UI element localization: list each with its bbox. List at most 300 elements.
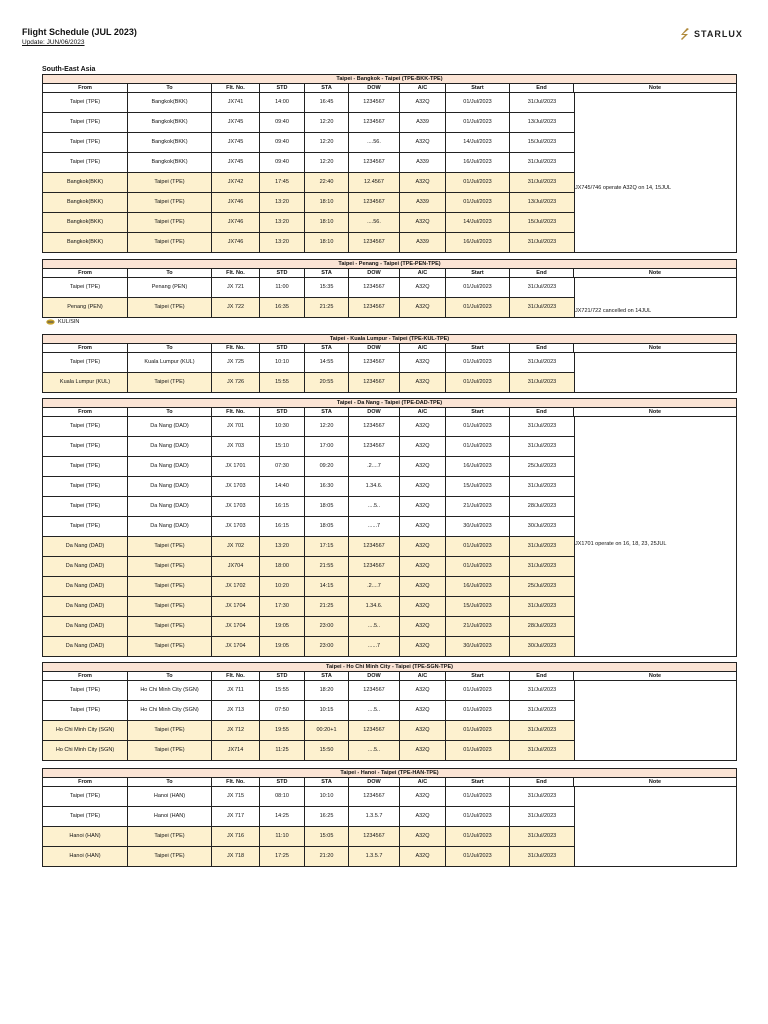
cell-to: Taipei (TPE): [128, 637, 212, 656]
cell-days-of-week: ....5..: [349, 701, 400, 720]
cell-arrival-time: 21:55: [305, 557, 349, 576]
cell-from: Taipei (TPE): [43, 681, 128, 700]
cell-arrival-time: 21:25: [305, 298, 349, 317]
column-header-days-of-week: DOW: [349, 408, 400, 416]
cell-flight-number: JX 721: [212, 278, 260, 297]
column-header-row: [43, 408, 736, 417]
column-header-to: To: [128, 269, 212, 277]
cell-start-date: 01/Jul/2023: [446, 437, 510, 456]
cell-departure-time: 11:00: [260, 278, 305, 297]
cell-end-date: 31/Jul/2023: [527, 423, 557, 429]
cell-from: Taipei (TPE): [43, 477, 128, 496]
cell-start-date: 01/Jul/2023: [446, 741, 510, 760]
column-header-note: Note: [574, 408, 736, 416]
cell-end-date: 31/Jul/2023: [527, 443, 557, 449]
cell-end-date: 25/Jul/2023: [527, 583, 557, 589]
cell-arrival-time: 23:00: [305, 617, 349, 636]
cell-flight-number: JX 725: [212, 353, 260, 372]
cell-aircraft: A32Q: [400, 173, 446, 192]
cell-end-date: 13/Jul/2023: [527, 119, 557, 125]
column-header-end-date: End: [510, 269, 574, 277]
cell-start-date: 01/Jul/2023: [446, 298, 510, 317]
cell-departure-time: 19:55: [260, 721, 305, 740]
flight-row: [43, 577, 574, 597]
cell-departure-time: 17:25: [260, 847, 305, 866]
column-header-from: From: [43, 778, 128, 786]
cell-days-of-week: 1234567: [349, 557, 400, 576]
flight-rows: [43, 417, 574, 657]
column-header-aircraft: A/C: [400, 84, 446, 92]
column-header-departure-time: STD: [260, 778, 305, 786]
cell-days-of-week: 1234567: [349, 298, 400, 317]
cell-flight-number: JX 1703: [212, 477, 260, 496]
column-header-flight-number: Flt. No.: [212, 269, 260, 277]
cell-end-date: 31/Jul/2023: [527, 603, 557, 609]
cell-start-date: 21/Jul/2023: [446, 497, 510, 516]
cell-departure-time: 10:30: [260, 417, 305, 436]
cell-start-date: 01/Jul/2023: [446, 721, 510, 740]
cell-arrival-time: 00:20+1: [305, 721, 349, 740]
cell-arrival-time: 10:15: [305, 701, 349, 720]
cell-to: Taipei (TPE): [128, 298, 212, 317]
cell-start-date: 01/Jul/2023: [446, 847, 510, 866]
cell-aircraft: A32Q: [400, 537, 446, 556]
cell-days-of-week: ....5..: [349, 617, 400, 636]
cell-flight-number: JX 1703: [212, 497, 260, 516]
cell-from: Taipei (TPE): [43, 113, 128, 132]
cell-end-date: 13/Jul/2023: [527, 199, 557, 205]
cell-start-date: 01/Jul/2023: [446, 537, 510, 556]
note-text: JX721/722 cancelled on 14JUL: [575, 308, 652, 314]
cell-arrival-time: 09:20: [305, 457, 349, 476]
column-header-row: [43, 269, 736, 278]
flight-row: [43, 373, 574, 393]
cell-to: Taipei (TPE): [128, 597, 212, 616]
section-title: Taipei - Bangkok - Taipei (TPE-BKK-TPE): [43, 75, 736, 84]
flight-row: [43, 847, 574, 867]
flight-rows: [43, 787, 574, 867]
column-header-start-date: Start: [446, 344, 510, 352]
column-header-row: [43, 672, 736, 681]
cell-to: Hanoi (HAN): [128, 787, 212, 806]
starlux-mark-icon: [680, 28, 690, 40]
cell-days-of-week: 1234567: [349, 537, 400, 556]
column-header-days-of-week: DOW: [349, 344, 400, 352]
cell-start-date: 21/Jul/2023: [446, 617, 510, 636]
flight-row: [43, 721, 574, 741]
cell-start-date: 01/Jul/2023: [446, 701, 510, 720]
cell-flight-number: JX 1704: [212, 597, 260, 616]
cell-arrival-time: 12:20: [305, 417, 349, 436]
flight-row: [43, 113, 574, 133]
cell-departure-time: 15:55: [260, 373, 305, 392]
cell-from: Da Nang (DAD): [43, 597, 128, 616]
cell-days-of-week: 1.3.5.7: [349, 847, 400, 866]
cell-end-date: 30/Jul/2023: [527, 643, 557, 649]
column-header-departure-time: STD: [260, 84, 305, 92]
cell-aircraft: A32Q: [400, 417, 446, 436]
column-header-flight-number: Flt. No.: [212, 408, 260, 416]
cell-to: Taipei (TPE): [128, 741, 212, 760]
cell-departure-time: 15:10: [260, 437, 305, 456]
cell-aircraft: A32Q: [400, 597, 446, 616]
column-header-row: [43, 84, 736, 93]
cell-to: Da Nang (DAD): [128, 517, 212, 536]
cell-flight-number: JX 1702: [212, 577, 260, 596]
cell-flight-number: JX 722: [212, 298, 260, 317]
cell-aircraft: A32Q: [400, 278, 446, 297]
cell-arrival-time: 15:35: [305, 278, 349, 297]
cell-start-date: 01/Jul/2023: [446, 557, 510, 576]
schedule-section: [42, 334, 737, 393]
cell-to: Da Nang (DAD): [128, 497, 212, 516]
cell-from: Taipei (TPE): [43, 807, 128, 826]
flight-rows: [43, 353, 574, 393]
cell-departure-time: 16:15: [260, 497, 305, 516]
cell-days-of-week: 1234567: [349, 233, 400, 252]
cell-departure-time: 11:10: [260, 827, 305, 846]
cell-to: Hanoi (HAN): [128, 807, 212, 826]
cell-flight-number: JX 713: [212, 701, 260, 720]
note-text: JX1701 operate on 16, 18, 23, 25JUL: [575, 541, 667, 547]
cell-days-of-week: 1234567: [349, 417, 400, 436]
cell-arrival-time: 22:40: [305, 173, 349, 192]
cell-days-of-week: 1234567: [349, 153, 400, 172]
cell-days-of-week: 1234567: [349, 278, 400, 297]
column-header-note: Note: [574, 344, 736, 352]
cell-from: Da Nang (DAD): [43, 617, 128, 636]
cell-aircraft: A32Q: [400, 557, 446, 576]
column-header-from: From: [43, 84, 128, 92]
cell-days-of-week: 1234567: [349, 113, 400, 132]
cell-aircraft: A32Q: [400, 93, 446, 112]
route-icon: [46, 319, 55, 325]
column-header-arrival-time: STA: [305, 344, 349, 352]
column-header-end-date: End: [510, 84, 574, 92]
column-header-arrival-time: STA: [305, 672, 349, 680]
note-text: JX745/746 operate A32Q on 14, 15JUL: [575, 185, 672, 191]
cell-flight-number: JX742: [212, 173, 260, 192]
column-header-note: Note: [574, 672, 736, 680]
cell-start-date: 16/Jul/2023: [446, 153, 510, 172]
cell-aircraft: A32Q: [400, 133, 446, 152]
cell-arrival-time: 16:45: [305, 93, 349, 112]
cell-aircraft: A32Q: [400, 373, 446, 392]
column-header-end-date: End: [510, 778, 574, 786]
cell-to: Taipei (TPE): [128, 721, 212, 740]
cell-departure-time: 18:00: [260, 557, 305, 576]
cell-end-date: 31/Jul/2023: [527, 833, 557, 839]
cell-flight-number: JX 703: [212, 437, 260, 456]
cell-from: Taipei (TPE): [43, 133, 128, 152]
section-body: [43, 93, 736, 253]
cell-to: Da Nang (DAD): [128, 477, 212, 496]
cell-from: Ho Chi Minh City (SGN): [43, 721, 128, 740]
cell-flight-number: JX741: [212, 93, 260, 112]
cell-departure-time: 09:40: [260, 153, 305, 172]
column-header-start-date: Start: [446, 84, 510, 92]
column-header-start-date: Start: [446, 269, 510, 277]
cell-departure-time: 07:30: [260, 457, 305, 476]
region-heading: South-East Asia: [42, 66, 96, 73]
cell-to: Kuala Lumpur (KUL): [128, 353, 212, 372]
flight-row: [43, 787, 574, 807]
column-header-days-of-week: DOW: [349, 778, 400, 786]
page-title: Flight Schedule (JUL 2023): [22, 27, 137, 37]
schedule-section: [42, 662, 737, 761]
cell-days-of-week: ....5..: [349, 497, 400, 516]
cell-flight-number: JX745: [212, 113, 260, 132]
cell-days-of-week: 1234567: [349, 437, 400, 456]
flight-row: [43, 597, 574, 617]
cell-arrival-time: 18:05: [305, 517, 349, 536]
flight-row: [43, 457, 574, 477]
section-title: Taipei - Da Nang - Taipei (TPE-DAD-TPE): [43, 399, 736, 408]
cell-flight-number: JX746: [212, 213, 260, 232]
column-header-note: Note: [574, 269, 736, 277]
kul-sin-label: [46, 319, 79, 325]
note-cell: [574, 278, 736, 318]
cell-aircraft: A32Q: [400, 353, 446, 372]
cell-start-date: 01/Jul/2023: [446, 93, 510, 112]
cell-flight-number: JX 1703: [212, 517, 260, 536]
column-header-departure-time: STD: [260, 269, 305, 277]
flight-row: [43, 213, 574, 233]
cell-flight-number: JX746: [212, 193, 260, 212]
column-header-flight-number: Flt. No.: [212, 672, 260, 680]
cell-end-date: 31/Jul/2023: [527, 304, 557, 310]
section-body: [43, 681, 736, 761]
cell-start-date: 01/Jul/2023: [446, 173, 510, 192]
flight-row: [43, 557, 574, 577]
cell-to: Da Nang (DAD): [128, 437, 212, 456]
cell-days-of-week: 1234567: [349, 373, 400, 392]
cell-end-date: 31/Jul/2023: [527, 727, 557, 733]
cell-aircraft: A339: [400, 233, 446, 252]
cell-arrival-time: 14:55: [305, 353, 349, 372]
cell-from: Taipei (TPE): [43, 417, 128, 436]
cell-to: Taipei (TPE): [128, 847, 212, 866]
cell-arrival-time: 18:20: [305, 681, 349, 700]
cell-flight-number: JX 716: [212, 827, 260, 846]
column-header-arrival-time: STA: [305, 778, 349, 786]
cell-to: Penang (PEN): [128, 278, 212, 297]
cell-arrival-time: 18:10: [305, 193, 349, 212]
cell-flight-number: JX 1704: [212, 637, 260, 656]
flight-row: [43, 617, 574, 637]
flight-rows: [43, 93, 574, 253]
cell-end-date: 31/Jul/2023: [527, 707, 557, 713]
cell-flight-number: JX 712: [212, 721, 260, 740]
schedule-section: [42, 398, 737, 657]
cell-aircraft: A32Q: [400, 457, 446, 476]
cell-departure-time: 15:55: [260, 681, 305, 700]
cell-flight-number: JX746: [212, 233, 260, 252]
cell-arrival-time: 15:50: [305, 741, 349, 760]
cell-aircraft: A32Q: [400, 847, 446, 866]
cell-aircraft: A32Q: [400, 577, 446, 596]
cell-arrival-time: 17:00: [305, 437, 349, 456]
cell-departure-time: 09:40: [260, 113, 305, 132]
cell-start-date: 01/Jul/2023: [446, 353, 510, 372]
column-header-from: From: [43, 672, 128, 680]
column-header-start-date: Start: [446, 672, 510, 680]
cell-start-date: 14/Jul/2023: [446, 133, 510, 152]
cell-departure-time: 16:35: [260, 298, 305, 317]
cell-arrival-time: 15:05: [305, 827, 349, 846]
cell-from: Taipei (TPE): [43, 497, 128, 516]
cell-arrival-time: 18:05: [305, 497, 349, 516]
cell-start-date: 16/Jul/2023: [446, 577, 510, 596]
cell-departure-time: 13:20: [260, 193, 305, 212]
note-cell: [574, 681, 736, 761]
cell-to: Taipei (TPE): [128, 213, 212, 232]
cell-from: Bangkok(BKK): [43, 193, 128, 212]
column-header-to: To: [128, 408, 212, 416]
cell-end-date: 28/Jul/2023: [527, 503, 557, 509]
cell-to: Ho Chi Minh City (SGN): [128, 681, 212, 700]
section-body: [43, 787, 736, 867]
cell-flight-number: JX 702: [212, 537, 260, 556]
cell-from: Taipei (TPE): [43, 437, 128, 456]
cell-to: Taipei (TPE): [128, 557, 212, 576]
cell-to: Bangkok(BKK): [128, 153, 212, 172]
column-header-aircraft: A/C: [400, 672, 446, 680]
cell-departure-time: 13:20: [260, 213, 305, 232]
cell-start-date: 01/Jul/2023: [446, 193, 510, 212]
cell-end-date: 30/Jul/2023: [527, 523, 557, 529]
column-header-start-date: Start: [446, 778, 510, 786]
cell-to: Bangkok(BKK): [128, 113, 212, 132]
cell-end-date: 31/Jul/2023: [527, 793, 557, 799]
cell-aircraft: A32Q: [400, 787, 446, 806]
column-header-from: From: [43, 269, 128, 277]
cell-arrival-time: 16:30: [305, 477, 349, 496]
cell-arrival-time: 10:10: [305, 787, 349, 806]
cell-from: Hanoi (HAN): [43, 847, 128, 866]
cell-departure-time: 14:25: [260, 807, 305, 826]
cell-start-date: 16/Jul/2023: [446, 457, 510, 476]
cell-days-of-week: 1234567: [349, 353, 400, 372]
flight-row: [43, 173, 574, 193]
column-header-days-of-week: DOW: [349, 269, 400, 277]
cell-departure-time: 14:00: [260, 93, 305, 112]
cell-aircraft: A32Q: [400, 827, 446, 846]
cell-start-date: 01/Jul/2023: [446, 787, 510, 806]
flight-row: [43, 298, 574, 318]
cell-to: Taipei (TPE): [128, 373, 212, 392]
cell-flight-number: JX 701: [212, 417, 260, 436]
cell-aircraft: A339: [400, 113, 446, 132]
cell-arrival-time: 18:10: [305, 233, 349, 252]
note-cell: [574, 787, 736, 867]
cell-aircraft: A32Q: [400, 701, 446, 720]
cell-flight-number: JX 715: [212, 787, 260, 806]
note-cell: [574, 93, 736, 253]
cell-aircraft: A32Q: [400, 437, 446, 456]
column-header-row: [43, 778, 736, 787]
cell-flight-number: JX 711: [212, 681, 260, 700]
cell-flight-number: JX745: [212, 133, 260, 152]
flight-row: [43, 637, 574, 657]
flight-row: [43, 827, 574, 847]
cell-from: Bangkok(BKK): [43, 213, 128, 232]
cell-to: Taipei (TPE): [128, 233, 212, 252]
column-header-flight-number: Flt. No.: [212, 84, 260, 92]
cell-departure-time: 13:20: [260, 537, 305, 556]
cell-from: Taipei (TPE): [43, 701, 128, 720]
column-header-to: To: [128, 344, 212, 352]
column-header-aircraft: A/C: [400, 269, 446, 277]
column-header-row: [43, 344, 736, 353]
cell-arrival-time: 12:20: [305, 113, 349, 132]
cell-days-of-week: 1234567: [349, 681, 400, 700]
cell-to: Taipei (TPE): [128, 193, 212, 212]
cell-flight-number: JX 718: [212, 847, 260, 866]
flight-row: [43, 807, 574, 827]
column-header-flight-number: Flt. No.: [212, 778, 260, 786]
flight-row: [43, 701, 574, 721]
cell-days-of-week: .2....7: [349, 457, 400, 476]
cell-arrival-time: 23:00: [305, 637, 349, 656]
cell-from: Da Nang (DAD): [43, 557, 128, 576]
column-header-to: To: [128, 672, 212, 680]
section-body: [43, 278, 736, 318]
cell-departure-time: 19:05: [260, 637, 305, 656]
cell-start-date: 15/Jul/2023: [446, 597, 510, 616]
column-header-note: Note: [574, 778, 736, 786]
flight-rows: [43, 278, 574, 318]
flight-row: [43, 681, 574, 701]
column-header-end-date: End: [510, 408, 574, 416]
column-header-departure-time: STD: [260, 408, 305, 416]
cell-from: Da Nang (DAD): [43, 577, 128, 596]
cell-end-date: 31/Jul/2023: [527, 747, 557, 753]
cell-start-date: 01/Jul/2023: [446, 278, 510, 297]
flight-row: [43, 133, 574, 153]
cell-days-of-week: ......7: [349, 517, 400, 536]
cell-days-of-week: ....5..: [349, 741, 400, 760]
cell-days-of-week: .2....7: [349, 577, 400, 596]
cell-from: Hanoi (HAN): [43, 827, 128, 846]
cell-arrival-time: 12:20: [305, 153, 349, 172]
section-title: Taipei - Kuala Lumpur - Taipei (TPE-KUL-TPE): [43, 335, 736, 344]
section-title: Taipei - Ho Chi Minh City - Taipei (TPE-SGN-TPE): [43, 663, 736, 672]
column-header-aircraft: A/C: [400, 344, 446, 352]
schedule-section: [42, 259, 737, 318]
cell-start-date: 15/Jul/2023: [446, 477, 510, 496]
cell-aircraft: A32Q: [400, 497, 446, 516]
cell-from: Penang (PEN): [43, 298, 128, 317]
flight-row: [43, 93, 574, 113]
flight-row: [43, 517, 574, 537]
cell-start-date: 30/Jul/2023: [446, 637, 510, 656]
cell-aircraft: A32Q: [400, 617, 446, 636]
cell-flight-number: JX745: [212, 153, 260, 172]
cell-aircraft: A339: [400, 153, 446, 172]
cell-start-date: 01/Jul/2023: [446, 113, 510, 132]
cell-arrival-time: 17:15: [305, 537, 349, 556]
schedule-section: [42, 768, 737, 867]
flight-row: [43, 193, 574, 213]
cell-start-date: 01/Jul/2023: [446, 807, 510, 826]
cell-end-date: 28/Jul/2023: [527, 623, 557, 629]
cell-arrival-time: 21:20: [305, 847, 349, 866]
cell-to: Taipei (TPE): [128, 173, 212, 192]
cell-from: Taipei (TPE): [43, 278, 128, 297]
cell-end-date: 31/Jul/2023: [527, 359, 557, 365]
column-header-end-date: End: [510, 672, 574, 680]
